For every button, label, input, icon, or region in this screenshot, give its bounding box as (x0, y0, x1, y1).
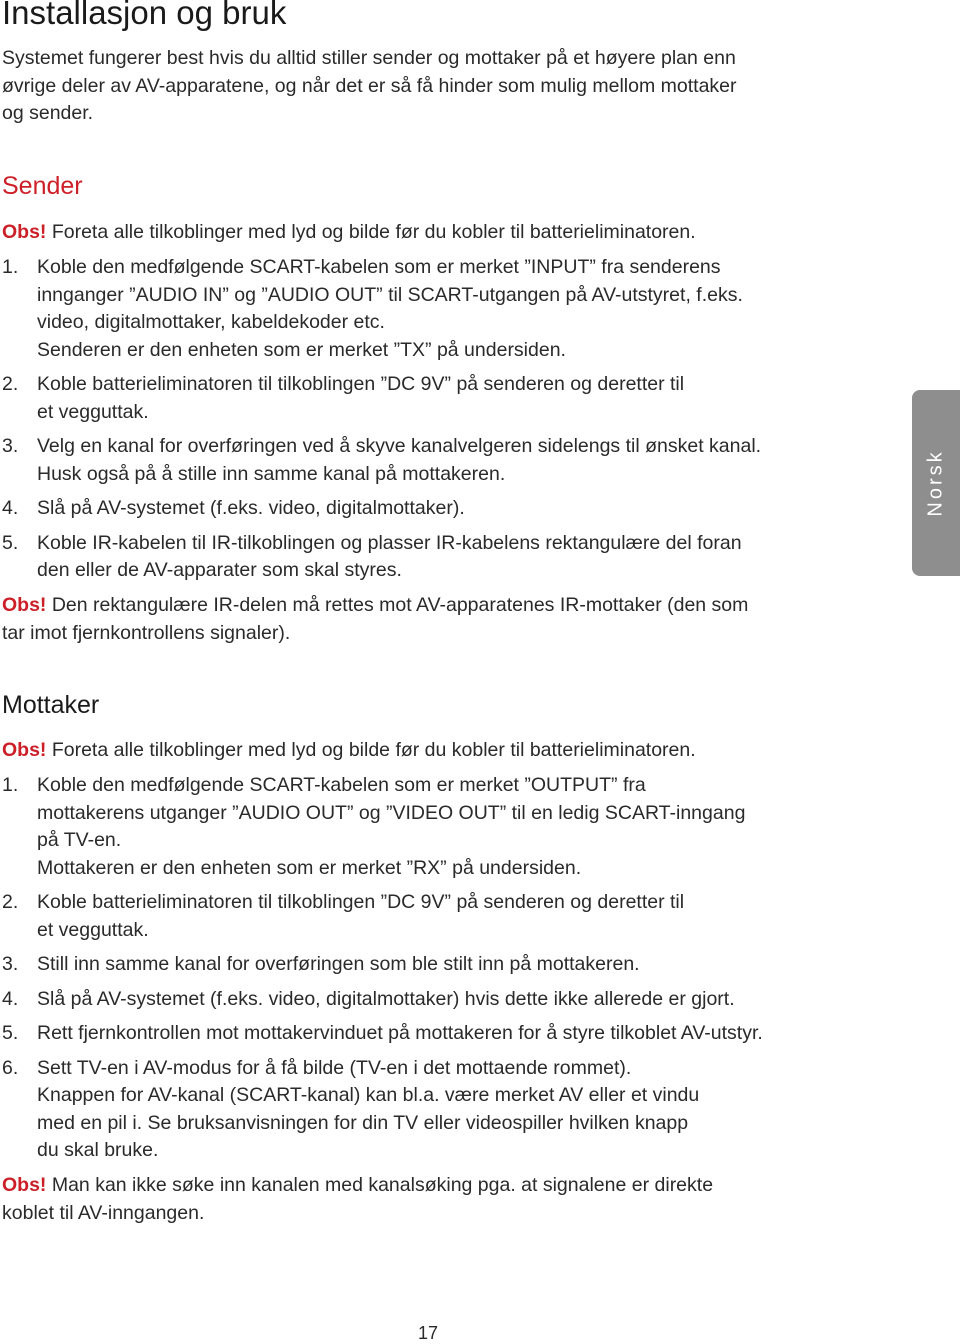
page-number: 17 (418, 1323, 439, 1343)
step-line: Rett fjernkontrollen mot mottakervinduet på mottakeren for å styre tilkoblet AV-utstyr. (37, 1022, 763, 1044)
note-text: Foreta alle tilkoblinger med lyd og bilde før du kobler til batterieliminatoren. (46, 221, 696, 243)
mottaker-steps (2, 772, 882, 1165)
step-number: 3. (2, 435, 19, 457)
step-number: 1. (2, 774, 19, 796)
intro-line: Systemet fungerer best hvis du alltid stiller sender og mottaker på et høyere plan enn (2, 47, 736, 69)
obs-label: Obs! (2, 1174, 47, 1196)
step-line: et vegguttak. (37, 918, 149, 941)
step-number: 4. (2, 987, 19, 1010)
note-text: Man kan ikke søke inn kanalen med kanalsøking pga. at signalene er direkte (46, 1174, 714, 1196)
sender-note-top (2, 219, 882, 247)
language-tab (912, 390, 960, 576)
step-line: den eller de AV-apparater som skal styres. (37, 559, 402, 581)
sender-step-4 (2, 495, 882, 523)
step-number: 3. (2, 953, 19, 975)
step-number: 6. (2, 1056, 19, 1079)
step-line: du skal bruke. (37, 1139, 159, 1161)
mottaker-note-top (2, 737, 882, 765)
intro-paragraph (2, 45, 862, 128)
mottaker-step-5 (2, 1020, 882, 1048)
step-number: 4. (2, 497, 19, 519)
intro-line: øvrige deler av AV-apparatene, og når det er så få hinder som mulig mellom mottaker (2, 74, 737, 97)
step-line: Koble IR-kabelen til IR-tilkoblingen og plasser IR-kabelens rektangulære del foran (37, 531, 742, 554)
step-line: på TV-en. (37, 829, 122, 851)
step-line: et vegguttak. (37, 400, 149, 423)
note-text: koblet til AV-inngangen. (2, 1201, 205, 1224)
step-line: Senderen er den enheten som er merket ”TX” på undersiden. (37, 338, 566, 361)
sender-step-5 (2, 530, 882, 585)
step-line: mottakerens utganger ”AUDIO OUT” og ”VIDEO OUT” til en ledig SCART-inngang (37, 801, 746, 824)
step-line: Koble batterieliminatoren til tilkoblingen ”DC 9V” på senderen og deretter til (37, 891, 685, 913)
step-line: Slå på AV-systemet (f.eks. video, digitalmottaker). (37, 497, 465, 519)
step-number: 2. (2, 373, 19, 395)
mottaker-step-2 (2, 889, 882, 944)
mottaker-step-4 (2, 986, 882, 1014)
sender-heading: Sender (2, 172, 83, 200)
step-line: Koble den medfølgende SCART-kabelen som er merket ”OUTPUT” fra (37, 774, 646, 796)
sender-step-3 (2, 433, 882, 488)
intro-line: og sender. (2, 102, 94, 124)
step-line: Koble batterieliminatoren til tilkoblingen ”DC 9V” på senderen og deretter til (37, 373, 685, 395)
step-line: Husk også på å stille inn samme kanal på mottakeren. (37, 462, 506, 485)
step-line: video, digitalmottaker, kabeldekoder etc. (37, 311, 385, 333)
note-text: Foreta alle tilkoblinger med lyd og bilde før du kobler til batterieliminatoren. (46, 739, 696, 761)
step-line: Knappen for AV-kanal (SCART-kanal) kan bl.a. være merket AV eller et vindu (37, 1084, 700, 1106)
mottaker-note-bottom (2, 1172, 882, 1227)
sender-step-2 (2, 371, 882, 426)
step-line: Koble den medfølgende SCART-kabelen som er merket ”INPUT” fra senderens (37, 256, 721, 278)
language-tab-label: Norsk (924, 449, 947, 517)
mottaker-step-6 (2, 1055, 882, 1165)
step-line: med en pil i. Se bruksanvisningen for din TV eller videospiller hvilken knapp (37, 1111, 689, 1134)
step-number: 2. (2, 891, 19, 913)
step-line: Sett TV-en i AV-modus for å få bilde (TV-en i det mottaende rommet). (37, 1056, 632, 1079)
note-text: Den rektangulære IR-delen må rettes mot AV-apparatenes IR-mottaker (den som (46, 594, 749, 616)
step-line: Slå på AV-systemet (f.eks. video, digitalmottaker) hvis dette ikke allerede er gjort. (37, 987, 735, 1010)
sender-step-1 (2, 254, 882, 364)
step-line: Still inn samme kanal for overføringen som ble stilt inn på mottakeren. (37, 953, 640, 975)
obs-label: Obs! (2, 739, 47, 761)
mottaker-step-1 (2, 772, 882, 882)
step-line: Velg en kanal for overføringen ved å skyve kanalvelgeren sidelengs til ønsket kanal. (37, 435, 762, 457)
sender-steps (2, 254, 882, 585)
step-number: 5. (2, 1022, 19, 1044)
mottaker-step-3 (2, 951, 882, 979)
step-number: 1. (2, 256, 19, 278)
page-title: Installasjon og bruk (2, 0, 287, 31)
step-line: Mottakeren er den enheten som er merket ”RX” på undersiden. (37, 856, 582, 879)
obs-label: Obs! (2, 221, 47, 243)
obs-label: Obs! (2, 594, 47, 616)
step-line: innganger ”AUDIO IN” og ”AUDIO OUT” til SCART-utgangen på AV-utstyret, f.eks. (37, 283, 743, 306)
mottaker-heading: Mottaker (2, 691, 100, 719)
note-text: tar imot fjernkontrollens signaler). (2, 621, 291, 644)
step-number: 5. (2, 531, 19, 554)
sender-note-bottom (2, 592, 882, 647)
